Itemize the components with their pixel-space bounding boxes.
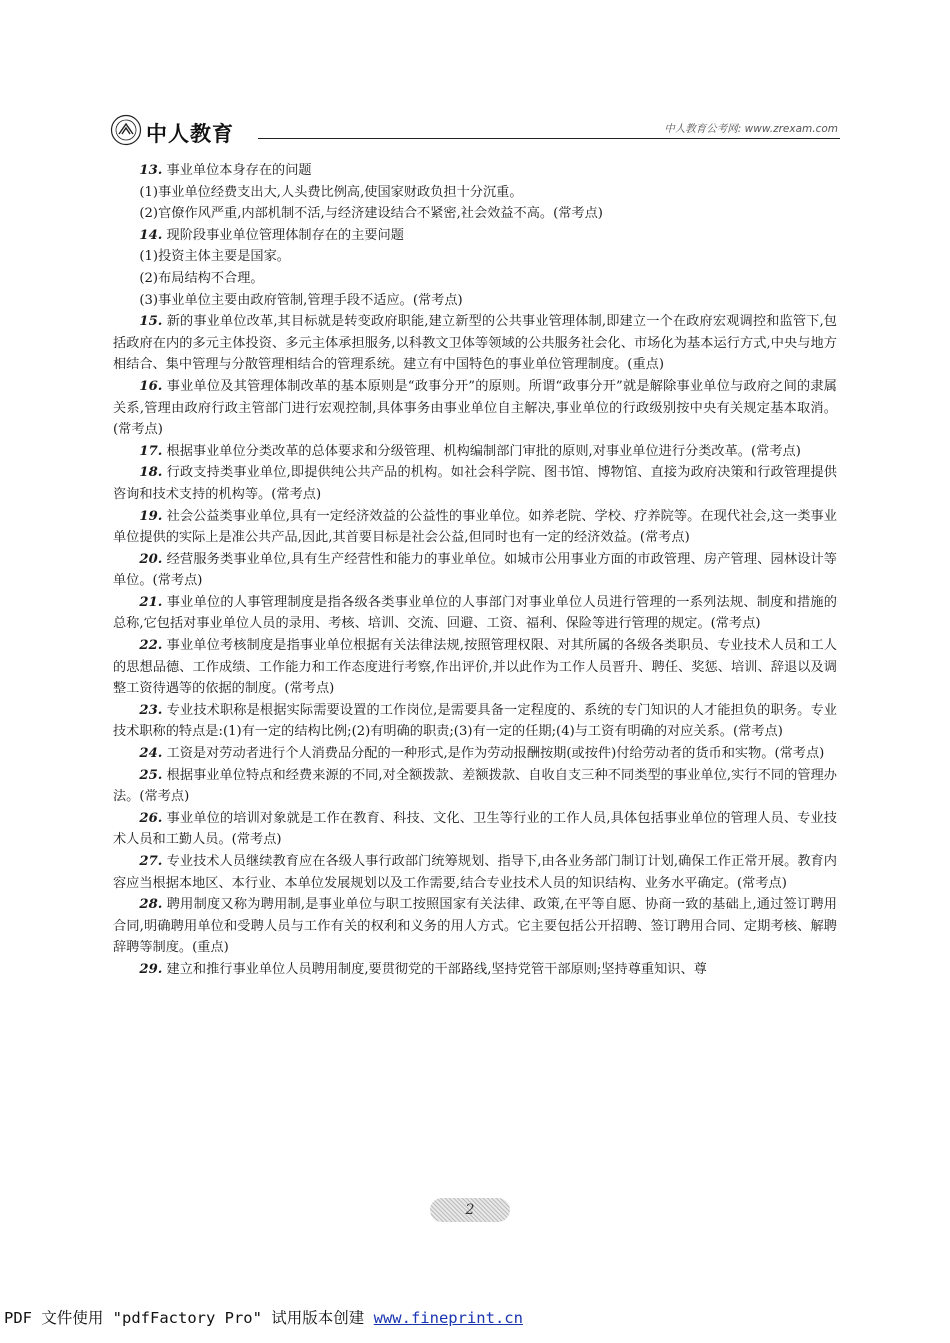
item-text: 建立和推行事业单位人员聘用制度,要贯彻党的干部路线,坚持党管干部原则;坚持尊重知识、尊 (166, 961, 707, 977)
item-number: 21. (139, 594, 163, 610)
item-number: 26. (139, 810, 163, 826)
item-number: 17. (139, 443, 163, 459)
numbered-item (113, 549, 837, 592)
item-text: 事业单位的人事管理制度是指各级各类事业单位的人事部门对事业单位人员进行管理的一系列法规、制度和措施的总称,它包括对事业单位人员的录用、考核、培训、交流、回避、工资、福利、保险等进行管理的规定。(常考点) (113, 594, 837, 632)
item-number: 19. (139, 508, 163, 524)
item-number: 27. (139, 854, 163, 869)
item-text: 事业单位本身存在的问题 (166, 163, 312, 178)
item-text: 社会公益类事业单位,具有一定经济效益的公益性的事业单位。如养老院、学校、疗养院等。在现代社会,这一类事业单位提供的实际上是准公共产品,因此,其首要目标是社会公益,但同时也有一定的经济效益。(常考点) (113, 508, 837, 546)
numbered-item (113, 506, 837, 549)
item-text: 事业单位及其管理体制改革的基本原则是“政事分开”的原则。所谓“政事分开”就是解除事业单位与政府之间的隶属关系,管理由政府行政主管部门进行宏观控制,具体事务由事业单位自主解决,事业单位的行政级别按中央有关规定基本取消。(常考点) (113, 378, 837, 438)
item-text: 经营服务类事业单位,具有生产经营性和能力的事业单位。如城市公用事业方面的市政管理、房产管理、园林设计等单位。(常考点) (113, 551, 837, 589)
numbered-item (113, 894, 837, 959)
item-number: 29. (139, 961, 163, 977)
item-text: 根据事业单位特点和经费来源的不同,对全额拨款、差额拨款、自收自支三种不同类型的事业单位,实行不同的管理办法。(常考点) (113, 767, 837, 805)
numbered-item (113, 700, 837, 743)
page-number: 2 (430, 1198, 510, 1222)
document-body (113, 160, 837, 981)
item-text: 事业单位的培训对象就是工作在教育、科技、文化、卫生等行业的工作人员,具体包括事业单位的管理人员、专业技术人员和工勤人员。(常考点) (113, 810, 837, 848)
item-text: 根据事业单位分类改革的总体要求和分级管理、机构编制部门审批的原则,对事业单位进行分类改革。(常考点) (166, 443, 801, 459)
item-text: 聘用制度又称为聘用制,是事业单位与职工按照国家有关法律、政策,在平等自愿、协商一致的基础上,通过签订聘用合同,明确聘用单位和受聘人员与工作有关的权利和义务的用人方式。它主要包括公开招聘、签订聘用合同、定期考核、解聘辞聘等制度。(重点) (113, 897, 837, 956)
numbered-item (113, 376, 837, 441)
numbered-item (113, 311, 837, 376)
item-number: 24. (139, 746, 163, 762)
page-header (110, 112, 840, 148)
footer-link[interactable]: www.fineprint.cn (373, 1309, 523, 1327)
footer-text: PDF 文件使用 "pdfFactory Pro" 试用版本创建 (4, 1309, 374, 1327)
header-rule (258, 138, 840, 139)
numbered-item (113, 441, 837, 463)
numbered-item (113, 160, 837, 182)
logo-emblem-icon (110, 114, 142, 146)
item-number: 18. (139, 465, 163, 481)
site-label: 中人教育公考网: www.zrexam.com (664, 123, 838, 135)
sub-item (113, 246, 837, 268)
item-text: 专业技术人员继续教育应在各级人事行政部门统筹规划、指导下,由各业务部门制订计划,确保工作正常开展。教育内容应当根据本地区、本行业、本单位发展规划以及工作需要,结合专业技术人员的知识结构、业务水平确定。(常考点) (113, 854, 837, 891)
item-number: 20. (139, 551, 163, 567)
item-text: (1)事业单位经费支出大,人头费比例高,使国家财政负担十分沉重。 (139, 184, 523, 200)
item-text: 事业单位考核制度是指事业单位根据有关法律法规,按照管理权限、对其所属的各级各类职员、专业技术人员和工人的思想品德、工作成绩、工作能力和工作态度进行考察,作出评价,并以此作为工作人员晋升、聘任、奖惩、培训、辞退以及调整工资待遇等的依据的制度。(常考点) (113, 638, 837, 697)
numbered-item (113, 765, 837, 808)
item-number: 28. (139, 897, 163, 913)
numbered-item (113, 462, 837, 505)
logo-text: 中人教育 (146, 122, 234, 146)
numbered-item (113, 225, 837, 247)
item-text: 工资是对劳动者进行个人消费品分配的一种形式,是作为劳动报酬按期(或按件)付给劳动者的货币和实物。(常考点) (166, 746, 825, 762)
item-number: 25. (139, 767, 163, 783)
numbered-item (113, 959, 837, 981)
numbered-item (113, 808, 837, 851)
numbered-item (113, 592, 837, 635)
item-text: 现阶段事业单位管理体制存在的主要问题 (166, 227, 404, 243)
item-text: (2)官僚作风严重,内部机制不活,与经济建设结合不紧密,社会效益不高。(常考点) (139, 206, 603, 222)
sub-item (113, 290, 837, 312)
item-text: (2)布局结构不合理。 (139, 270, 264, 286)
item-number: 22. (139, 638, 163, 654)
item-number: 14. (139, 227, 163, 243)
item-text: (3)事业单位主要由政府管制,管理手段不适应。(常考点) (139, 292, 463, 308)
pdf-footer (4, 1306, 944, 1330)
item-text: 行政支持类事业单位,即提供纯公共产品的机构。如社会科学院、图书馆、博物馆、直接为政府决策和行政管理提供咨询和技术支持的机构等。(常考点) (113, 465, 837, 502)
numbered-item (113, 743, 837, 765)
item-number: 15. (139, 314, 163, 330)
item-number: 16. (139, 378, 163, 394)
item-text: (1)投资主体主要是国家。 (139, 249, 290, 265)
item-number: 13. (139, 163, 163, 178)
sub-item (113, 203, 837, 225)
numbered-item (113, 851, 837, 894)
sub-item (113, 182, 837, 204)
item-text: 专业技术职称是根据实际需要设置的工作岗位,是需要具备一定程度的、系统的专门知识的人才能担负的职务。专业技术职称的特点是:(1)有一定的结构比例;(2)有明确的职责;(3)有一定的任期;(4)与工资有明确的对应关系。(常考点) (113, 702, 837, 740)
sub-item (113, 268, 837, 290)
numbered-item (113, 635, 837, 700)
item-text: 新的事业单位改革,其目标就是转变政府职能,建立新型的公共事业管理体制,即建立一个在政府宏观调控和监管下,包括政府在内的多元主体投资、多元主体承担服务,以科教文卫体等领域的公共服务社会化、市场化为基本运行方式,中央与地方相结合、集中管理与分散管理相结合的管理系统。建立有中国特色的事业单位管理制度。(重点) (113, 314, 837, 373)
item-number: 23. (139, 702, 163, 718)
